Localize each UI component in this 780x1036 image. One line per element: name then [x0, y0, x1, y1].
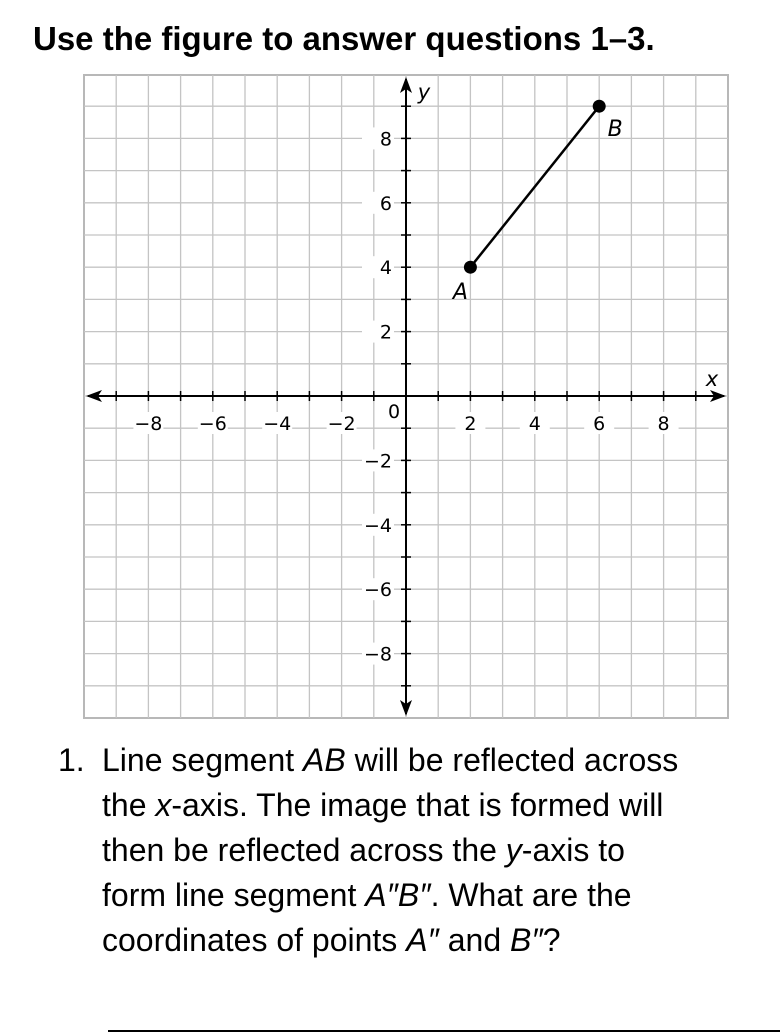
- origin-label: 0: [387, 401, 401, 423]
- x-tick-label: 6: [593, 413, 606, 435]
- question-line: [102, 783, 663, 828]
- question-text-run: coordinates of points: [102, 922, 407, 958]
- question-text-run: the: [102, 787, 156, 823]
- x-tick-label: −2: [327, 413, 356, 435]
- point-b: [593, 100, 606, 113]
- question-text-run: will be reflected across: [345, 742, 679, 778]
- question-text-run: Line segment: [102, 742, 304, 778]
- question-line: [102, 873, 632, 918]
- question-math-term: AB: [303, 742, 346, 778]
- y-tick-label: −6: [363, 579, 392, 602]
- question-math-term: x: [155, 787, 172, 823]
- question-text-run: -axis. The image that is formed will: [171, 787, 664, 823]
- point-label-a: A: [452, 280, 468, 306]
- instruction-heading: Use the figure to answer questions 1–3.: [33, 20, 655, 57]
- y-tick-label: 6: [379, 192, 392, 215]
- point-label-b: B: [607, 117, 623, 143]
- x-tick-label: −6: [198, 413, 227, 435]
- y-tick-label: 8: [379, 128, 392, 151]
- question-math-term: y: [505, 832, 522, 868]
- y-tick-label: −2: [363, 450, 392, 473]
- point-a: [464, 261, 477, 274]
- question-line: [102, 828, 625, 873]
- x-axis-label: x: [705, 367, 719, 391]
- y-tick-label: 4: [379, 257, 392, 280]
- question-text-run: ?: [542, 922, 561, 958]
- answer-line[interactable]: [108, 1030, 780, 1032]
- x-tick-label: −8: [134, 413, 163, 435]
- question-text-run: . What are the: [430, 877, 632, 913]
- question-line: [102, 918, 561, 963]
- question-math-term: A″B″: [365, 877, 431, 913]
- x-tick-label: −4: [263, 413, 292, 435]
- question-math-term: A″: [406, 922, 439, 958]
- question-number: 1.: [58, 742, 85, 778]
- x-tick-label: 4: [528, 413, 541, 435]
- question-text-run: form line segment: [102, 877, 366, 913]
- y-tick-label: −4: [363, 514, 392, 537]
- question-text-run: and: [438, 922, 511, 958]
- y-tick-label: −8: [363, 643, 392, 666]
- question-line: [102, 738, 678, 783]
- axes: [86, 77, 726, 716]
- question-text-run: then be reflected across the: [102, 832, 506, 868]
- question-text-run: -axis to: [521, 832, 625, 868]
- y-axis-label: y: [417, 80, 431, 104]
- question-math-term: B″: [510, 922, 543, 958]
- y-tick-label: 2: [379, 321, 392, 344]
- x-tick-label: 8: [657, 413, 670, 435]
- x-tick-label: 2: [464, 413, 477, 435]
